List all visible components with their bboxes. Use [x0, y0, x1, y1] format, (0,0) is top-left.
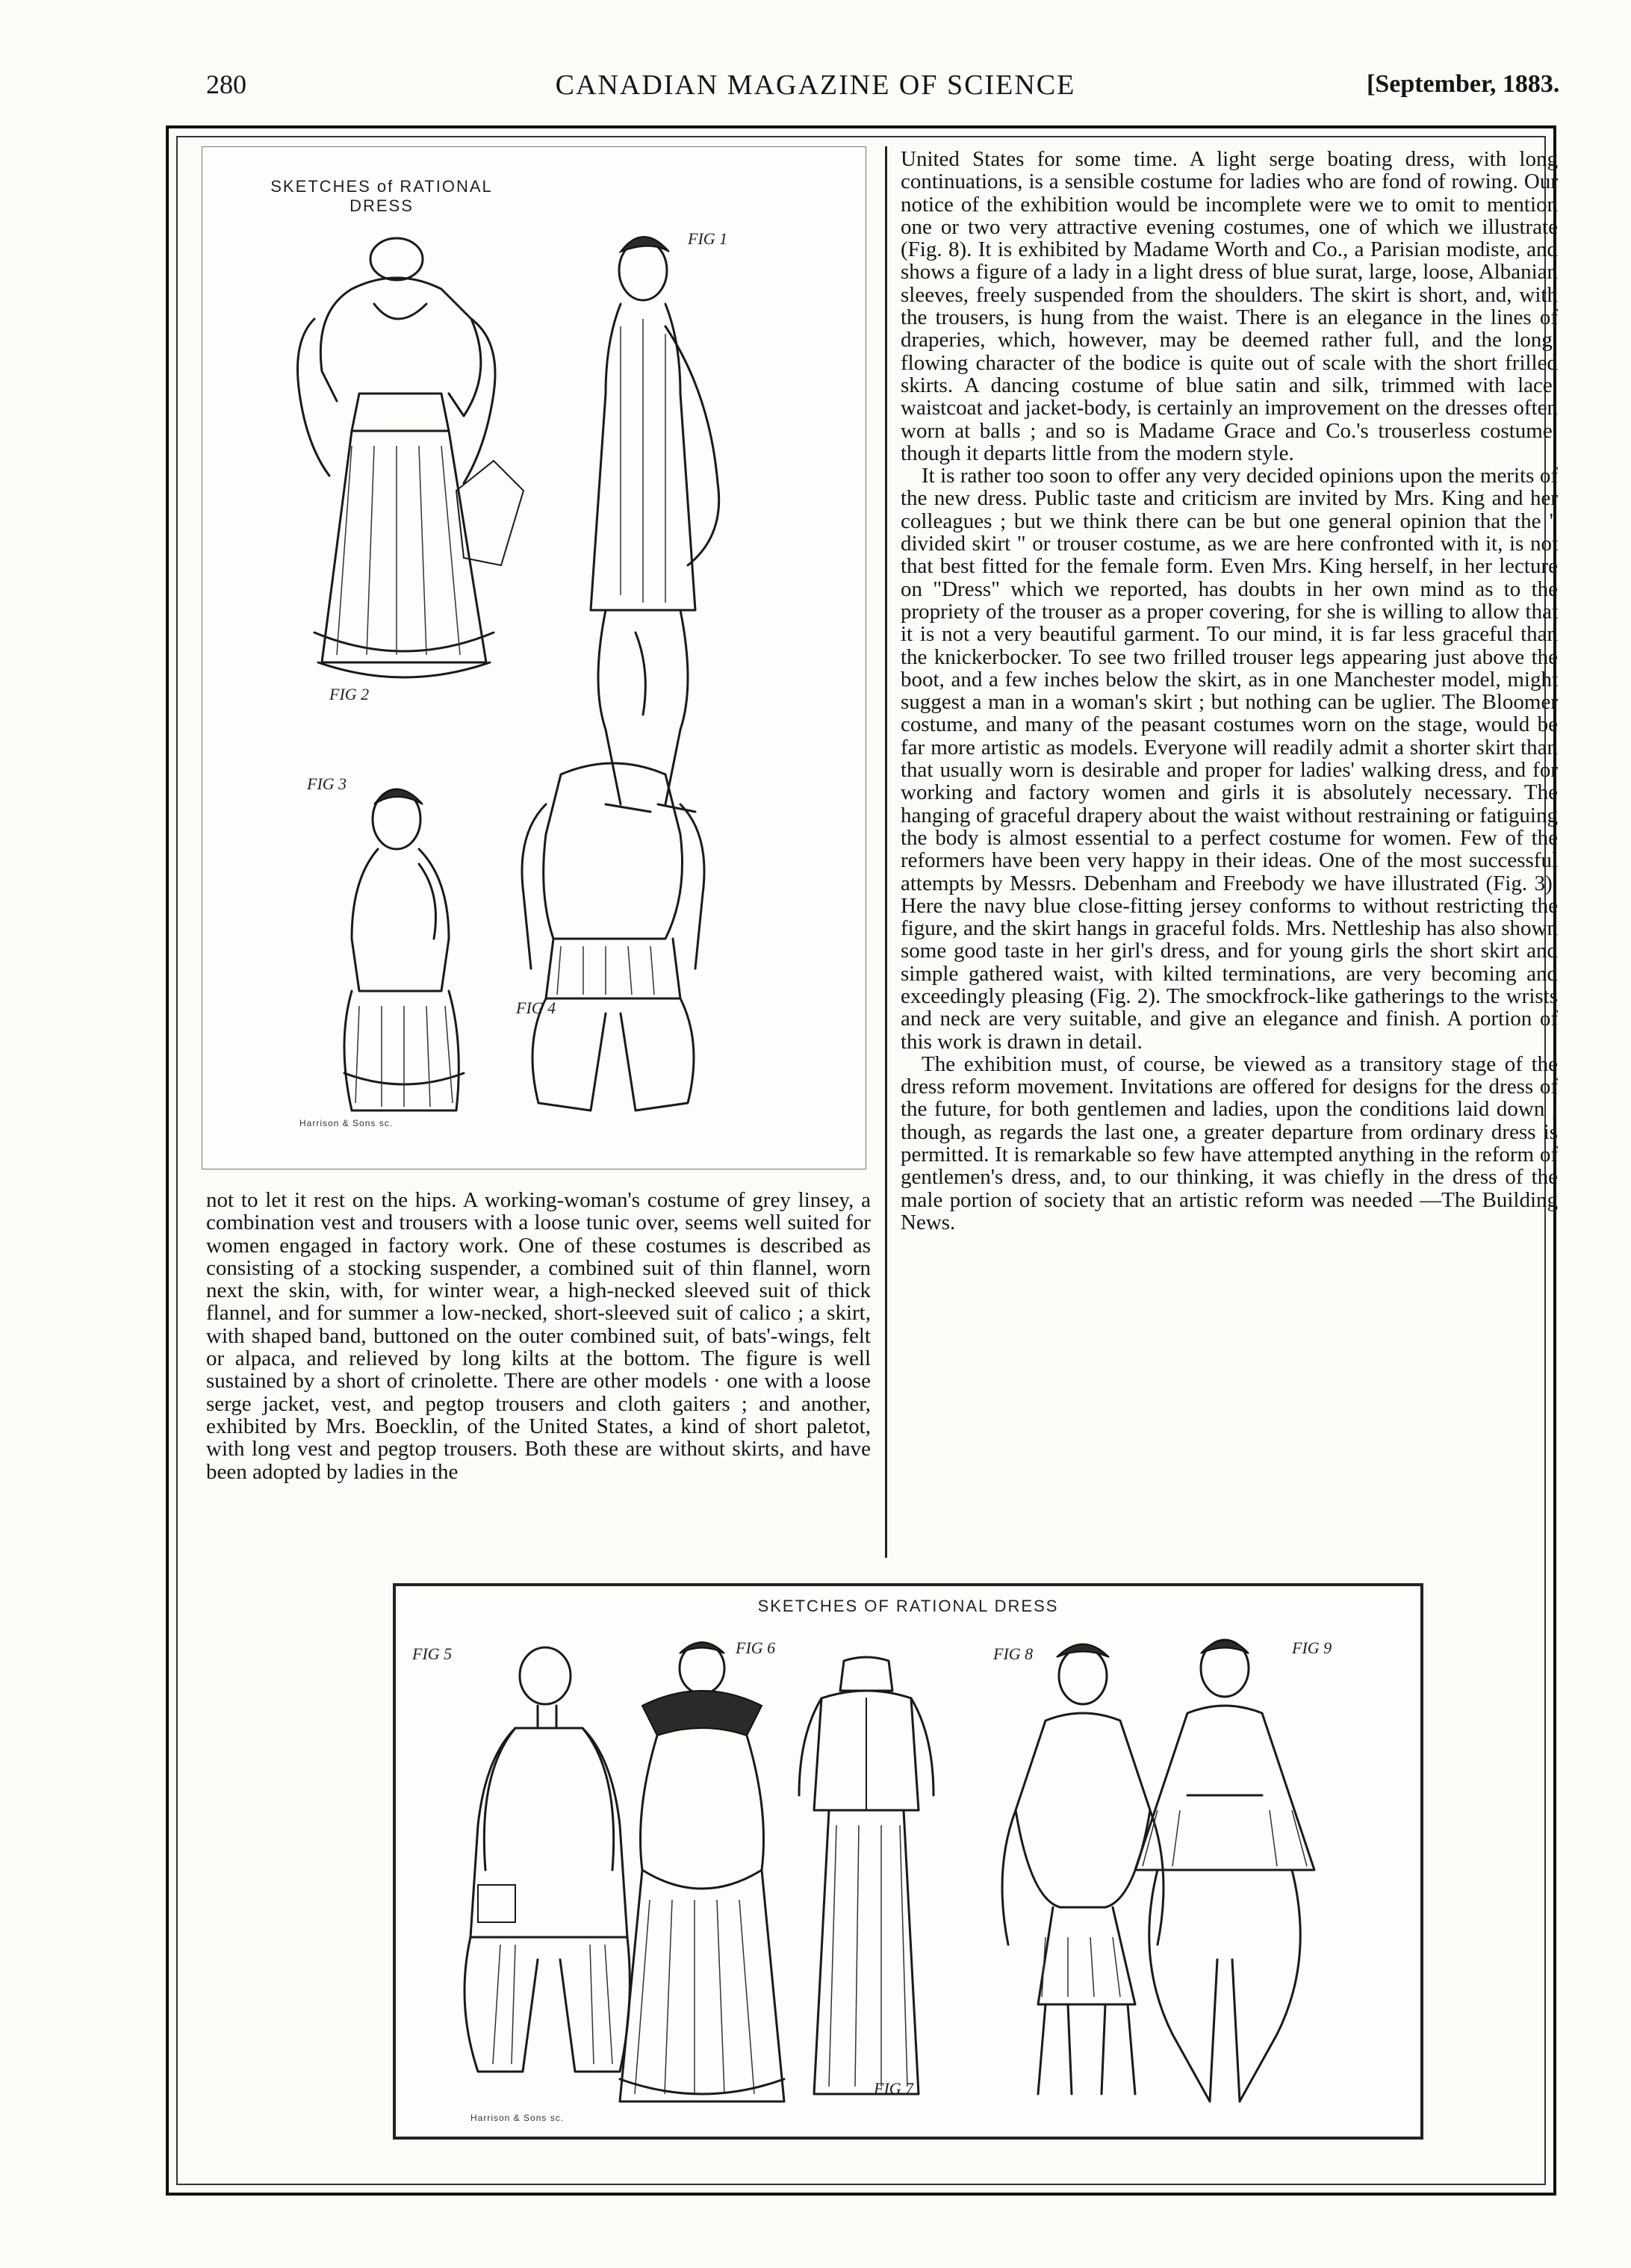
paragraph: United States for some time. A light serge boating dress, with long continuations, is a sensible costume for ladies who are fond of rowing. Our notice of the exhibition would be incomplete were we to omit to mention one or two very attractive evening costumes, one of which we illustrate (Fig. 8). It is exhibited by Madame Worth and Co., a Parisian modiste, and shows a figure of a lady in a light dress of blue surat, large, loose, Albanian sleeves, freely suspended from the shoulders. The skirt is short, and, with the trousers, is hung from the waist. There is an elegance in the lines of draperies, which, however, may be deemed rather full, and the long, flowing character of the bodice is quite out of scale with the short frilled skirts. A dancing costume of blue satin and silk, trimmed with lace, waistcoat and jacket-body, is certainly an improvement on the dresses often worn at balls ; and so is Madame Grace and Co.'s trouserless costume, though it departs little from the modern style.	[901, 147, 1558, 465]
figure-9-drawing	[1135, 1640, 1314, 2101]
figure-label: FIG 5	[412, 1644, 453, 1663]
figure-5-drawing	[465, 1647, 630, 2072]
issue-date: [September, 1883.	[1367, 70, 1560, 98]
figure-label: FIG 2	[329, 685, 370, 703]
engraver-credit: Harrison & Sons sc.	[299, 1118, 394, 1128]
figure-6-drawing	[620, 1642, 784, 2101]
figure-label: FIG 3	[307, 774, 347, 793]
left-column-text	[206, 1189, 871, 1483]
magazine-title: CANADIAN MAGAZINE OF SCIENCE	[555, 69, 1076, 101]
paragraph: The exhibition must, of course, be viewed as a transitory stage of the dress reform movement. Invitations are offered for designs for the dress of the future, for both gentlemen and ladies, upon the conditions laid down ; though, as regards the last one, a greater departure from ordinary dress is permitted. It is remarkable so few have attempted anything in the reform of gentlemen's dress, and, to our thinking, it was chiefly in the dress of the male portion of society that an artistic reform was needed —The Building News.	[901, 1051, 1558, 1234]
figure-3-drawing	[344, 789, 464, 1110]
figure-1-drawing	[591, 237, 719, 812]
page-number: 280	[206, 69, 246, 99]
paragraph: not to let it rest on the hips. A working-woman's costume of grey linsey, a combination vest and trousers with a loose tunic over, seems well suited for women engaged in factory work. One of these costumes is described as consisting of a stocking suspender, a combined suit of thin flannel, worn next the skin, with, for winter wear, a high-necked sleeved suit of thick flannel, and for summer a low-necked, short-sleeved suit of calico ; a skirt, with shaped band, buttoned on the outer combined suit, of bats'-wings, felt or alpaca, and relieved by long kilts at the bottom. The figure is well sustained by a short of crinolette. There are other models · one with a loose serge jacket, vest, and pegtop trousers and cloth gaiters ; and another, exhibited by Mrs. Boecklin, of the United States, a kind of short paletot, with long vest and pegtop trousers. Both these are without skirts, and have been adopted by ladies in the	[206, 1188, 871, 1484]
figure-label: FIG 8	[993, 1644, 1034, 1663]
figure-label: FIG 6	[736, 1638, 776, 1657]
figure-label: FIG 4	[516, 998, 556, 1017]
figure-2-drawing	[298, 238, 524, 677]
figure-plate-top	[202, 146, 866, 1169]
figure-7-drawing	[799, 1657, 933, 2094]
column-rule	[885, 146, 887, 1558]
right-column-text	[901, 148, 1558, 1234]
figure-label: FIG 1	[688, 229, 728, 248]
figure-plate-bottom	[393, 1583, 1423, 2140]
figure-label: FIG 7	[874, 2079, 914, 2098]
figure-label: FIG 9	[1292, 1638, 1332, 1657]
engraver-credit: Harrison & Sons sc.	[470, 2113, 565, 2123]
plate-caption: SKETCHES OF RATIONAL DRESS	[757, 1597, 1059, 1615]
illustration-bottom	[396, 1586, 1420, 2137]
figure-4-drawing	[522, 763, 704, 1110]
illustration-top	[202, 147, 867, 1170]
plate-caption: SKETCHES of RATIONAL DRESS	[270, 177, 493, 215]
paragraph: It is rather too soon to offer any very decided opinions upon the merits of the new dress. Public taste and criticism are invited by Mrs. King and her colleagues ; but we think there can be but one general opinion that the " divided skirt " or trouser costume, as we are here confronted with it, is not that best fitted for the female form. Even Mrs. King herself, in her lecture on "Dress" which we reported, has doubts in her own mind as to the propriety of the trouser as a proper covering, for she is willing to allow that it is not a very beautiful garment. To our mind, it is far less graceful than the knickerbocker. To see two frilled trouser legs appearing just above the boot, and a few inches below the skirt, as in one Manchester model, might suggest a man in a woman's skirt ; but nothing can be uglier. The Bloomer costume, and many of the peasant costumes worn on the stage, would be far more artistic as models. Everyone will readily admit a shorter skirt than that usually worn is desirable and proper for ladies' walking dress, and for working and factory women and girls it is absolutely necessary. The hanging of graceful drapery about the waist without restraining or fatiguing the body is almost essential to a perfect costume for women. Few of the reformers have been very happy in their ideas. One of the most successful attempts by Messrs. Debenham and Freebody we have illustrated (Fig. 3). Here the navy blue close-fitting jersey conforms to without restricting the figure, and the skirt hangs in graceful folds. Mrs. Nettleship has also shown some good taste in her girl's dress, and for young girls the short skirt and simple gathered waist, with kilted terminations, are very becoming and exceedingly pleasing (Fig. 2). The smockfrock-like gatherings to the wrists and neck are very suitable, and give an elegance and finish. A portion of this work is drawn in detail.	[901, 464, 1558, 1054]
